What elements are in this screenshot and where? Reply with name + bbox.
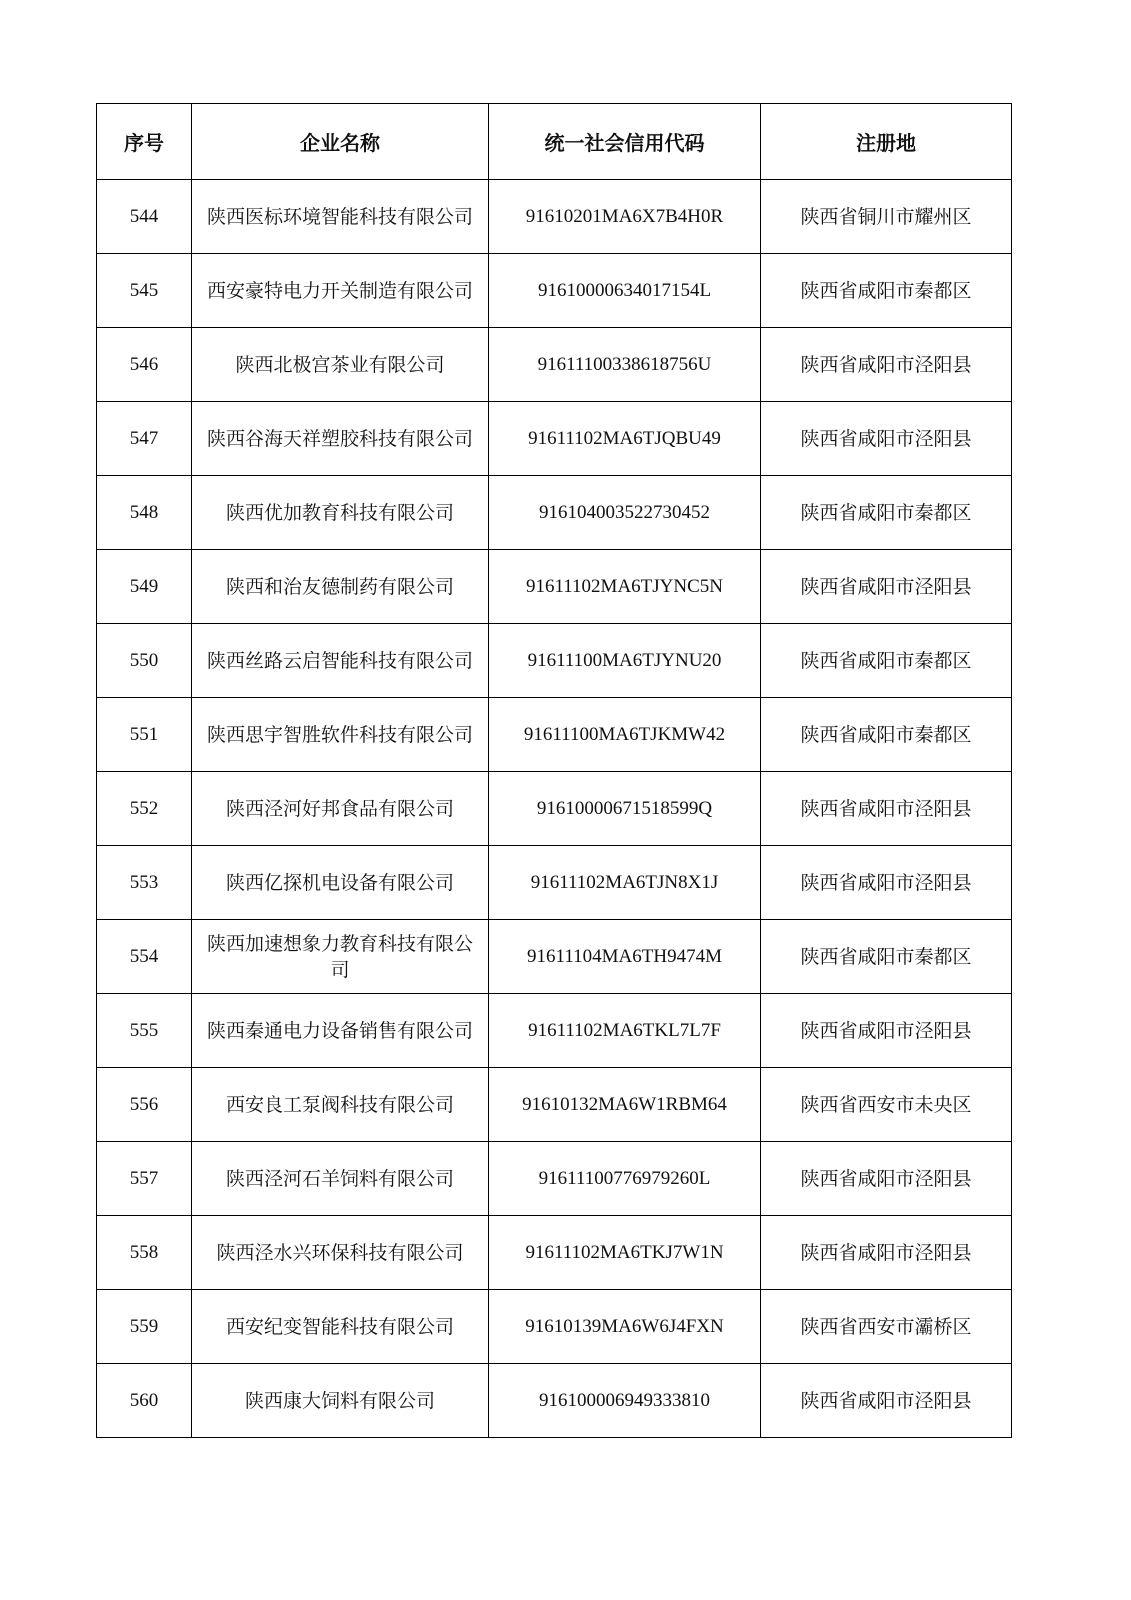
credit-code-cell: 91611100MA6TJKMW42: [489, 698, 761, 772]
serial-number-cell: 549: [97, 550, 192, 624]
enterprise-name-cell: 陕西谷海天祥塑胶科技有限公司: [192, 402, 489, 476]
registration-place-cell: 陕西省咸阳市泾阳县: [761, 1216, 1012, 1290]
credit-code-cell: 91610139MA6W6J4FXN: [489, 1290, 761, 1364]
header-row: [97, 104, 1012, 180]
registration-place-cell: 陕西省咸阳市秦都区: [761, 624, 1012, 698]
enterprise-name-cell: 西安豪特电力开关制造有限公司: [192, 254, 489, 328]
registration-place-cell: 陕西省咸阳市秦都区: [761, 254, 1012, 328]
credit-code-cell: 916100006949333810: [489, 1364, 761, 1438]
credit-code-cell: 91611102MA6TKJ7W1N: [489, 1216, 761, 1290]
table-row: [97, 772, 1012, 846]
registration-place-cell: 陕西省咸阳市泾阳县: [761, 846, 1012, 920]
header-serial-number: 序号: [97, 104, 192, 180]
enterprise-name-cell: 陕西北极宫茶业有限公司: [192, 328, 489, 402]
enterprise-name-cell: 陕西丝路云启智能科技有限公司: [192, 624, 489, 698]
registration-place-cell: 陕西省西安市未央区: [761, 1068, 1012, 1142]
credit-code-cell: 91611100MA6TJYNU20: [489, 624, 761, 698]
credit-code-cell: 91611104MA6TH9474M: [489, 920, 761, 994]
table-row: [97, 402, 1012, 476]
registration-place-cell: 陕西省西安市灞桥区: [761, 1290, 1012, 1364]
credit-code-cell: 916104003522730452: [489, 476, 761, 550]
enterprise-name-cell: 陕西加速想象力教育科技有限公司: [192, 920, 489, 994]
table-row: [97, 920, 1012, 994]
registration-place-cell: 陕西省铜川市耀州区: [761, 180, 1012, 254]
enterprise-name-cell: 陕西优加教育科技有限公司: [192, 476, 489, 550]
table-row: [97, 550, 1012, 624]
enterprise-name-cell: 陕西泾河好邦食品有限公司: [192, 772, 489, 846]
table-row: [97, 1142, 1012, 1216]
header-registration-place: 注册地: [761, 104, 1012, 180]
enterprise-name-cell: 陕西和治友德制药有限公司: [192, 550, 489, 624]
serial-number-cell: 555: [97, 994, 192, 1068]
serial-number-cell: 548: [97, 476, 192, 550]
registration-place-cell: 陕西省咸阳市泾阳县: [761, 1142, 1012, 1216]
serial-number-cell: 554: [97, 920, 192, 994]
table-row: [97, 476, 1012, 550]
credit-code-cell: 91611102MA6TJQBU49: [489, 402, 761, 476]
table-row: [97, 994, 1012, 1068]
serial-number-cell: 550: [97, 624, 192, 698]
credit-code-cell: 91611102MA6TKL7L7F: [489, 994, 761, 1068]
serial-number-cell: 544: [97, 180, 192, 254]
enterprise-name-cell: 陕西泾水兴环保科技有限公司: [192, 1216, 489, 1290]
table-row: [97, 624, 1012, 698]
enterprise-name-cell: 西安良工泵阀科技有限公司: [192, 1068, 489, 1142]
serial-number-cell: 556: [97, 1068, 192, 1142]
credit-code-cell: 91610201MA6X7B4H0R: [489, 180, 761, 254]
enterprise-table: [96, 103, 1012, 1438]
enterprise-name-cell: 陕西康大饲料有限公司: [192, 1364, 489, 1438]
registration-place-cell: 陕西省咸阳市泾阳县: [761, 402, 1012, 476]
serial-number-cell: 557: [97, 1142, 192, 1216]
enterprise-name-cell: 陕西泾河石羊饲料有限公司: [192, 1142, 489, 1216]
registration-place-cell: 陕西省咸阳市泾阳县: [761, 1364, 1012, 1438]
serial-number-cell: 553: [97, 846, 192, 920]
serial-number-cell: 559: [97, 1290, 192, 1364]
registration-place-cell: 陕西省咸阳市泾阳县: [761, 994, 1012, 1068]
table-row: [97, 1364, 1012, 1438]
serial-number-cell: 545: [97, 254, 192, 328]
credit-code-cell: 91610132MA6W1RBM64: [489, 1068, 761, 1142]
credit-code-cell: 91611100776979260L: [489, 1142, 761, 1216]
registration-place-cell: 陕西省咸阳市泾阳县: [761, 772, 1012, 846]
serial-number-cell: 547: [97, 402, 192, 476]
credit-code-cell: 91611102MA6TJYNC5N: [489, 550, 761, 624]
credit-code-cell: 91610000671518599Q: [489, 772, 761, 846]
registration-place-cell: 陕西省咸阳市秦都区: [761, 698, 1012, 772]
enterprise-name-cell: 西安纪变智能科技有限公司: [192, 1290, 489, 1364]
table-body: [97, 180, 1012, 1438]
registration-place-cell: 陕西省咸阳市泾阳县: [761, 550, 1012, 624]
registration-place-cell: 陕西省咸阳市秦都区: [761, 920, 1012, 994]
enterprise-name-cell: 陕西思宇智胜软件科技有限公司: [192, 698, 489, 772]
credit-code-cell: 91611102MA6TJN8X1J: [489, 846, 761, 920]
table-header: [97, 104, 1012, 180]
serial-number-cell: 560: [97, 1364, 192, 1438]
table-row: [97, 1216, 1012, 1290]
table-row: [97, 698, 1012, 772]
header-enterprise-name: 企业名称: [192, 104, 489, 180]
header-credit-code: 统一社会信用代码: [489, 104, 761, 180]
enterprise-name-cell: 陕西医标环境智能科技有限公司: [192, 180, 489, 254]
registration-place-cell: 陕西省咸阳市秦都区: [761, 476, 1012, 550]
table-row: [97, 1068, 1012, 1142]
credit-code-cell: 91611100338618756U: [489, 328, 761, 402]
enterprise-name-cell: 陕西秦通电力设备销售有限公司: [192, 994, 489, 1068]
table-row: [97, 846, 1012, 920]
credit-code-cell: 91610000634017154L: [489, 254, 761, 328]
table-row: [97, 254, 1012, 328]
enterprise-name-cell: 陕西亿探机电设备有限公司: [192, 846, 489, 920]
table-row: [97, 328, 1012, 402]
serial-number-cell: 558: [97, 1216, 192, 1290]
serial-number-cell: 546: [97, 328, 192, 402]
table-row: [97, 180, 1012, 254]
registration-place-cell: 陕西省咸阳市泾阳县: [761, 328, 1012, 402]
serial-number-cell: 552: [97, 772, 192, 846]
table-row: [97, 1290, 1012, 1364]
serial-number-cell: 551: [97, 698, 192, 772]
